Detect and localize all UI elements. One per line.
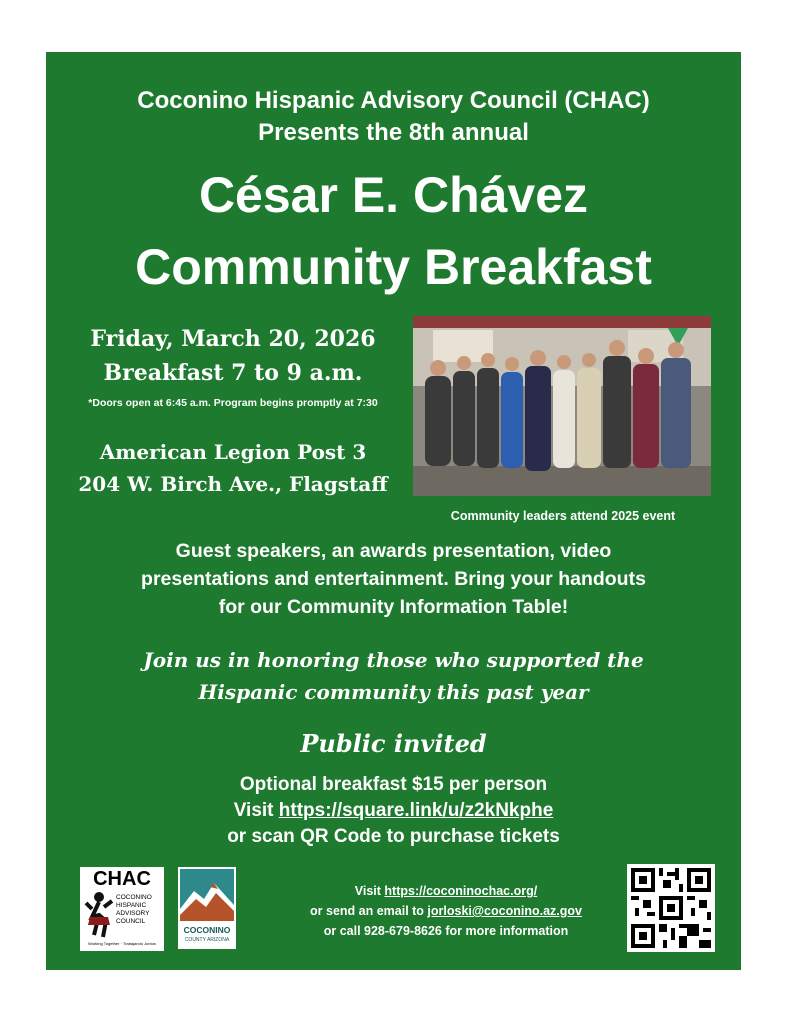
venue-address: 204 W. Birch Ave., Flagstaff bbox=[78, 472, 388, 496]
email-line bbox=[246, 901, 646, 921]
website-line bbox=[246, 881, 646, 901]
ticket-link[interactable]: https://square.link/u/z2kNkphe bbox=[278, 800, 554, 821]
coconino-county-logo bbox=[178, 867, 236, 949]
chac-name: COCONINO HISPANIC ADVISORY COUNCIL bbox=[116, 894, 152, 925]
venue-name: American Legion Post 3 bbox=[99, 440, 367, 464]
honoring-line-1: Join us in honoring those who supported the bbox=[143, 648, 644, 672]
honoring-line-2: Hispanic community this past year bbox=[198, 680, 589, 704]
public-invited-heading: Public invited bbox=[300, 729, 487, 758]
group-photo bbox=[413, 316, 711, 496]
organizer-line: Coconino Hispanic Advisory Council (CHAC) bbox=[137, 87, 650, 114]
qr-code[interactable] bbox=[627, 864, 715, 952]
event-date: Friday, March 20, 2026 bbox=[90, 326, 376, 352]
phone-line: or call 928-679-8626 for more information bbox=[323, 924, 569, 938]
photo-caption: Community leaders attend 2025 event bbox=[450, 509, 676, 523]
description-line-3: for our Community Information Table! bbox=[218, 596, 569, 618]
breakfast-price: Optional breakfast $15 per person bbox=[239, 774, 548, 795]
county-name: COCONINO bbox=[183, 925, 231, 935]
dancer-icon bbox=[84, 891, 114, 939]
description-line-2: presentations and entertainment. Bring your handouts bbox=[141, 568, 646, 590]
scan-qr-line: or scan QR Code to purchase tickets bbox=[227, 826, 560, 847]
presents-line: Presents the 8th annual bbox=[258, 119, 529, 146]
description-line-1: Guest speakers, an awards presentation, video bbox=[175, 540, 612, 562]
doors-note: *Doors open at 6:45 a.m. Program begins promptly at 7:30 bbox=[88, 397, 378, 409]
website-link[interactable]: https://coconinochac.org/ bbox=[384, 884, 538, 898]
chac-logo-abbr: CHAC bbox=[93, 868, 151, 890]
chac-logo bbox=[80, 867, 164, 951]
chac-tagline: Working Together · Trabajando Juntos bbox=[88, 941, 156, 946]
county-sub: COUNTY ARIZONA bbox=[184, 937, 230, 943]
event-time: Breakfast 7 to 9 a.m. bbox=[103, 360, 363, 386]
mountain-icon bbox=[180, 869, 234, 921]
email-label: or send an email to bbox=[310, 904, 428, 918]
email-link[interactable]: jorloski@coconino.az.gov bbox=[427, 904, 582, 918]
event-title-line-1: César E. Chávez bbox=[198, 167, 589, 223]
flyer bbox=[46, 52, 741, 970]
event-title-line-2: Community Breakfast bbox=[135, 239, 652, 295]
website-visit-label: Visit bbox=[354, 884, 385, 898]
visit-label: Visit bbox=[233, 800, 279, 821]
ticket-link-line bbox=[46, 798, 741, 824]
